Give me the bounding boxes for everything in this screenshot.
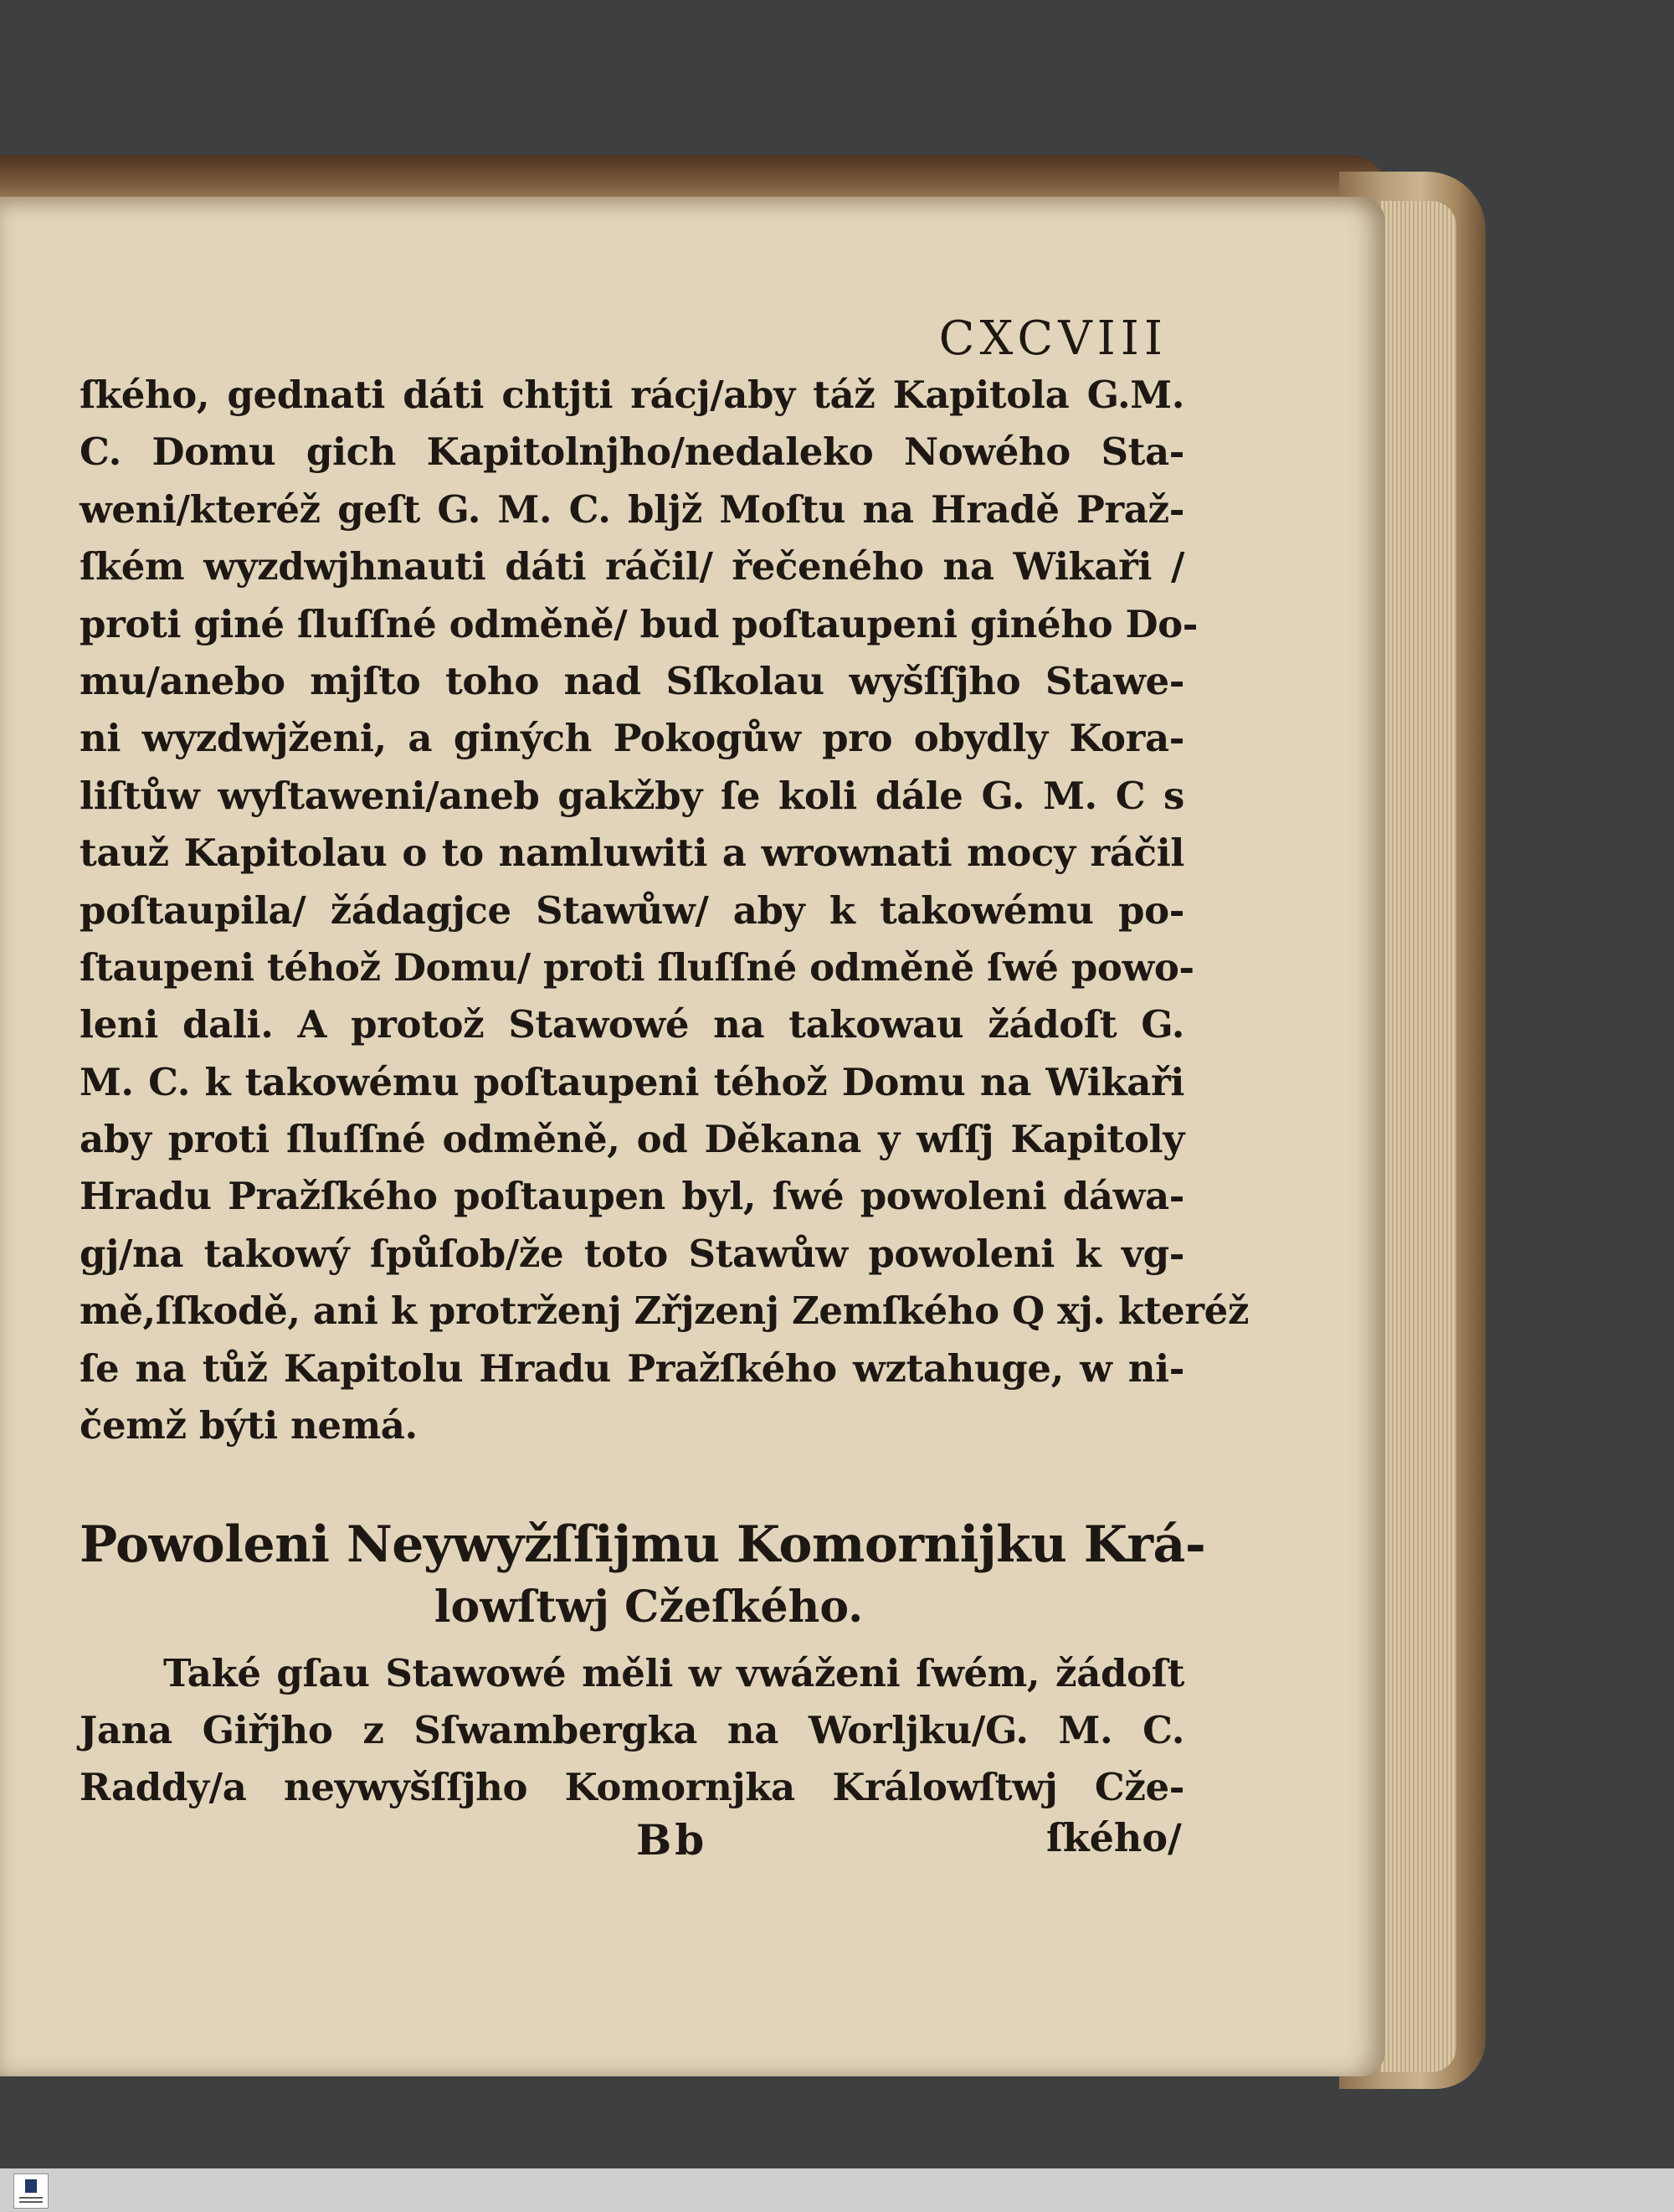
text-line: tauž Kapitolau o to namluwiti a wrownati mocy ráčil: [80, 831, 1184, 876]
text-line: Raddy/a neywyšſſjho Komornjka Králowſtwj Cže-: [80, 1765, 1184, 1809]
text-line: čemž býti nemá.: [80, 1403, 418, 1448]
logo-line: [19, 2197, 43, 2199]
library-logo-icon: [13, 2173, 49, 2209]
text-line: proti giné ſluſſné odměně/ bud poſtaupeni giného Do-: [80, 601, 1198, 646]
text-line: ſe na tůž Kapitolu Hradu Pražſkého wztahuge, w ni-: [80, 1345, 1184, 1391]
text-line: aby proti ſluſſné odměně, od Děkana y wſſj Kapitoly: [80, 1117, 1184, 1162]
text-line: ſkého, gednati dáti chtjti rácj/aby táž Kapitola G.M.: [80, 373, 1184, 417]
text-line: Hradu Pražſkého poſtaupen byl, ſwé powoleni dáwa-: [80, 1174, 1184, 1219]
folio-number: CXCVIII: [938, 311, 1168, 366]
text-line: ſkém wyzdwjhnauti dáti ráčil/ řečeného na Wikaři /: [80, 544, 1184, 589]
text-line: gj/na takowý ſpůſob/že toto Stawůw powoleni k vg-: [80, 1231, 1184, 1276]
text-line: Jana Giřjho z Sſwambergka na Worljku/G. M. C.: [80, 1708, 1184, 1752]
text-line: ni wyzdwjženi, a giných Pokogůw pro obydly Kora-: [80, 716, 1184, 761]
text-line: mu/anebo mјſto toho nad Sſkolau wyšſſjho Stawe-: [80, 658, 1184, 703]
text-line: ſtaupeni téhož Domu/ proti ſluſſné odměně ſwé powo-: [80, 944, 1194, 990]
signature-mark: Bb: [636, 1815, 708, 1865]
text-line: C. Domu gich Kapitolnjho/nedaleko Nowého Sta-: [80, 430, 1184, 475]
logo-mark: [25, 2179, 37, 2193]
section-body: [80, 1645, 1184, 1816]
text-line: Také gſau Stawowé měli w vwáženi ſwém, žádoſt: [163, 1651, 1184, 1695]
section-heading-line: Powoleni Neywyžſſijmu Komornijku Krá-: [80, 1515, 1206, 1574]
logo-line: [19, 2201, 43, 2203]
catchword: ſkého/: [1046, 1815, 1182, 1860]
text-line: poſtaupila/ žádagjce Stawůw/ aby k takowému po-: [80, 887, 1184, 933]
text-line: weni/kteréž geſt G. M. C. blјž Moſtu na Hradě Praž-: [80, 486, 1184, 532]
page-edges: [1381, 201, 1456, 2072]
viewer-footer-bar: [0, 2168, 1674, 2212]
book-cover-top: [0, 155, 1389, 201]
section-heading-line: lowſtwj Cžeſkého.: [434, 1582, 864, 1633]
section-heading: [80, 1511, 1206, 1637]
text-line: M. C. k takowému poſtaupeni téhož Domu na Wikaři: [80, 1059, 1184, 1104]
main-text: [80, 367, 1250, 1454]
text-line: mě,ſſkodě, ani k protrženj Zřјzenj Zemſkého Q xj. kteréž: [80, 1289, 1250, 1334]
text-line: liſtůw wyſtaweni/aneb gakžby ſe koli dále G. M. C s: [80, 773, 1184, 818]
text-line: leni dali. A protož Stawowé na takowau žádoſt G.: [80, 1002, 1184, 1047]
